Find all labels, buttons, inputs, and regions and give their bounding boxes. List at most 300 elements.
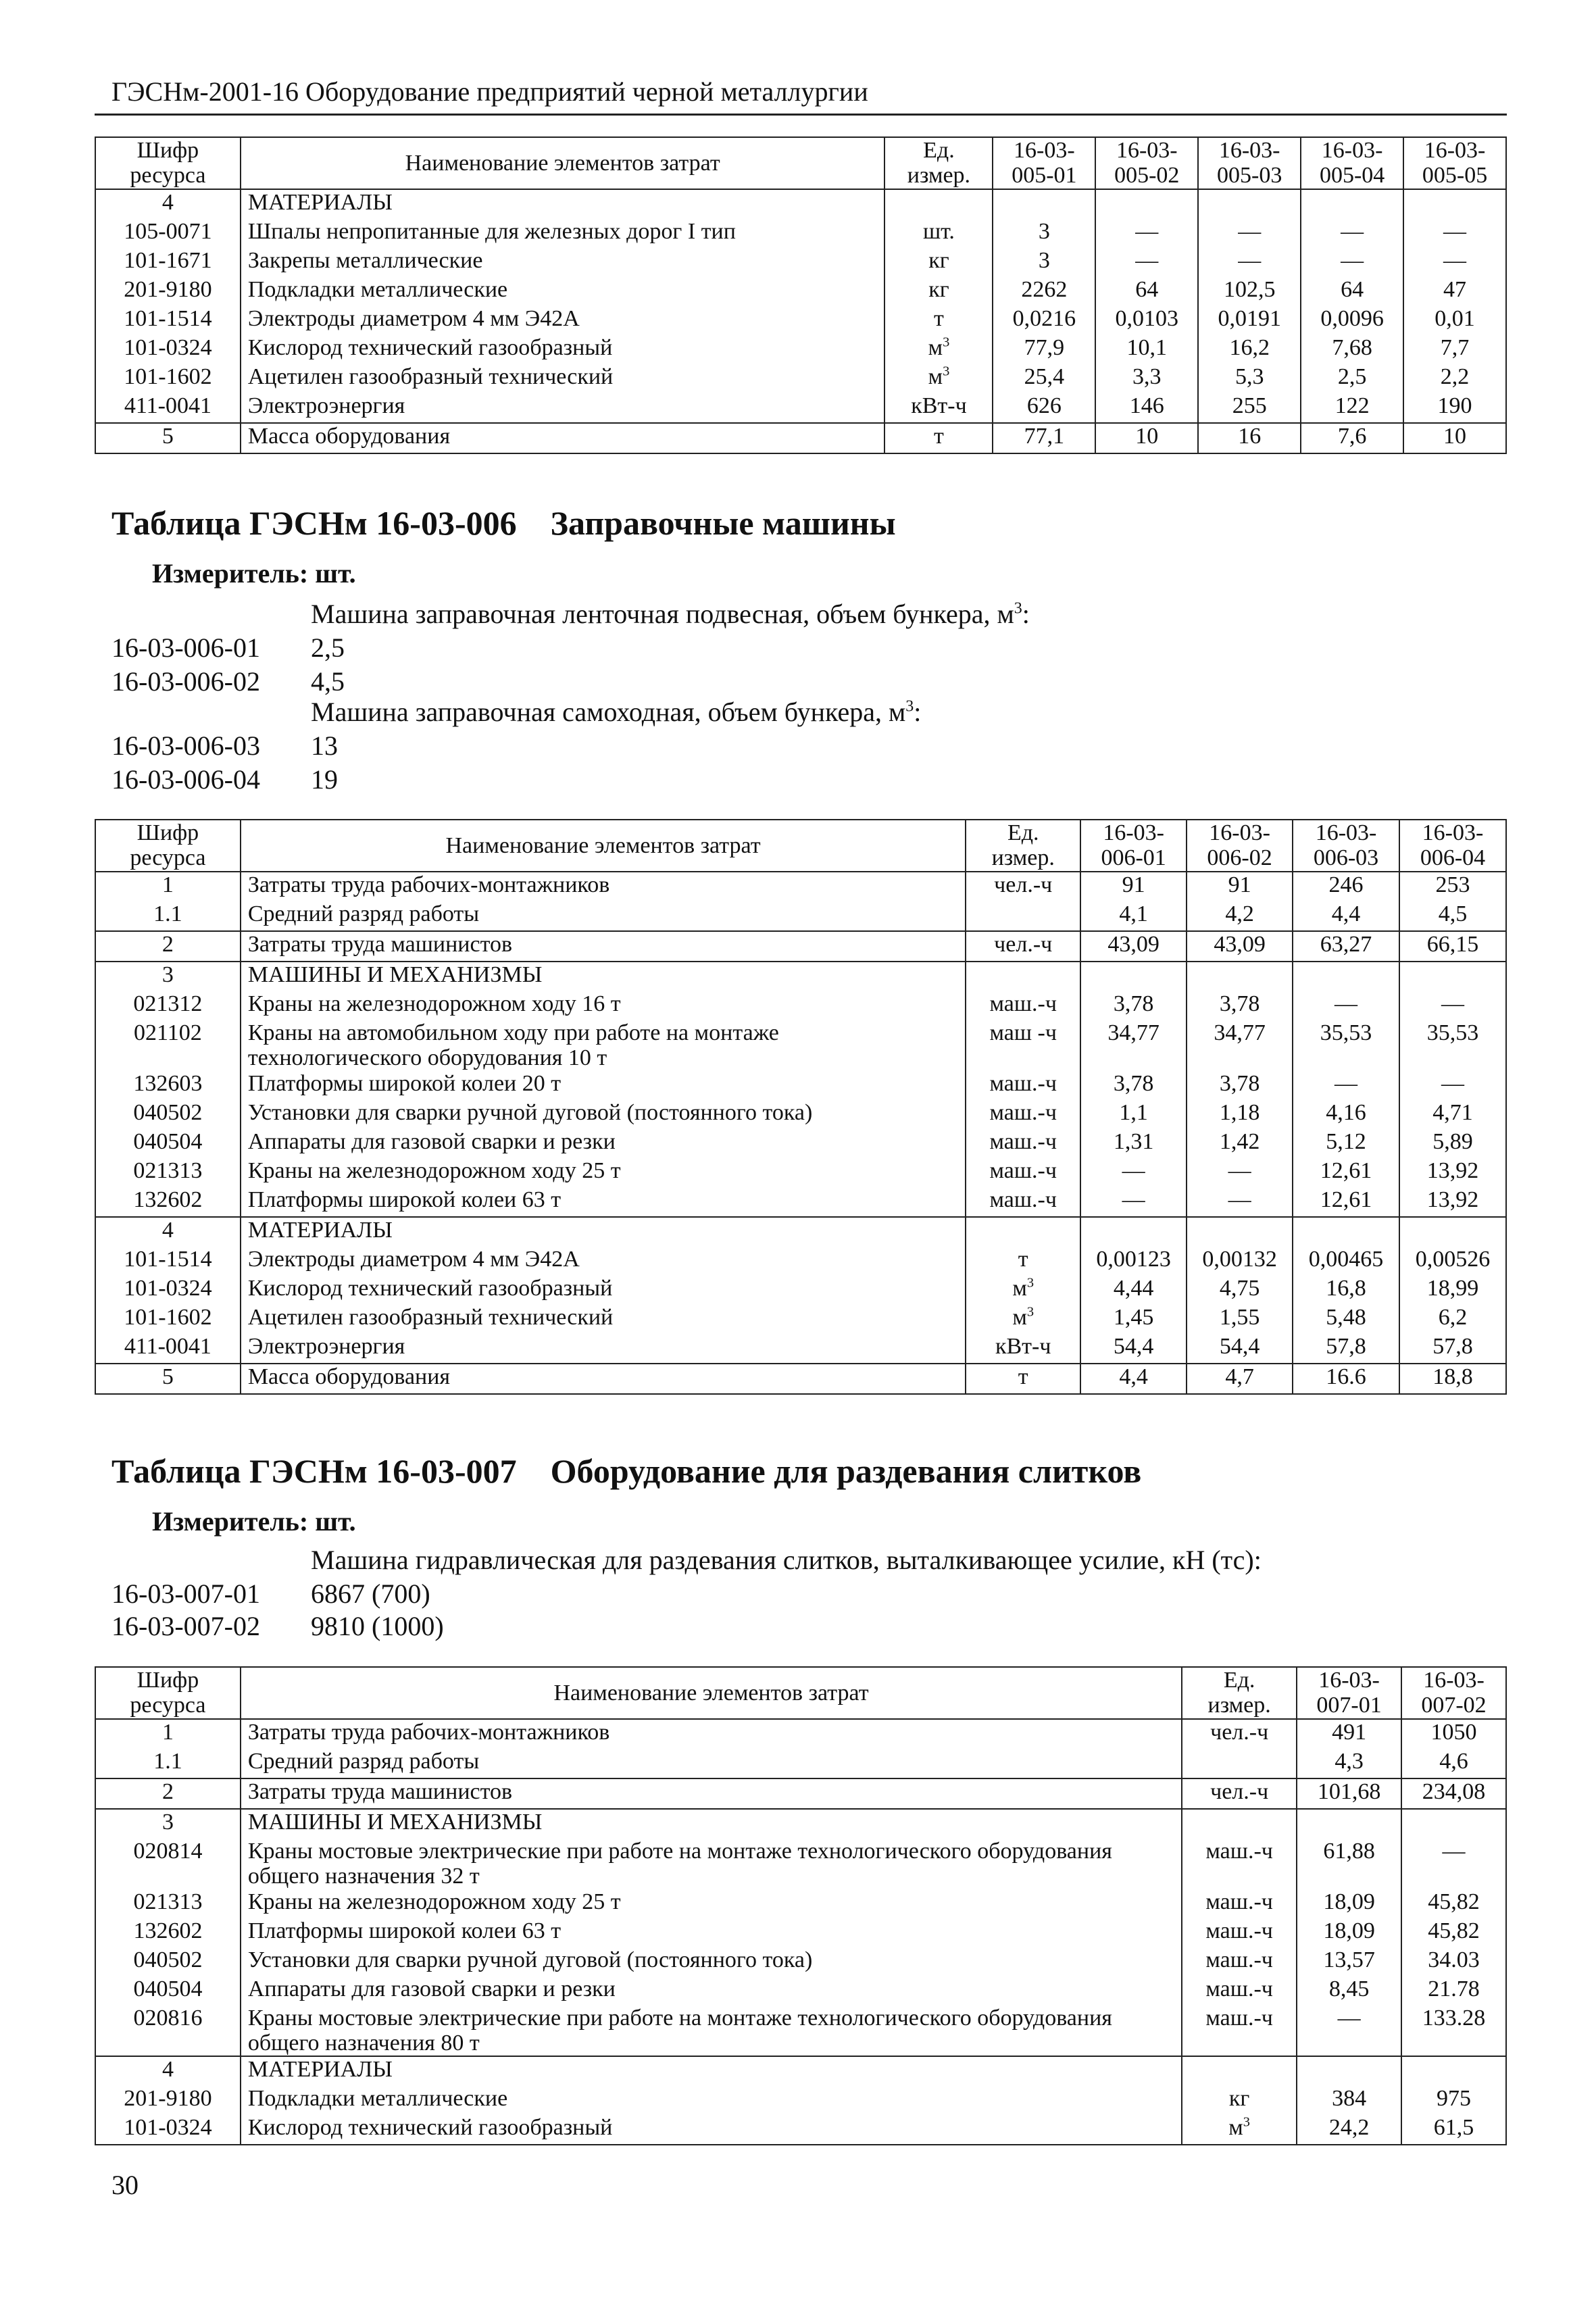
value-cell: 0,00132 — [1187, 1247, 1293, 1276]
unit-cell: маш.-ч — [966, 991, 1080, 1020]
value-cell: — — [1187, 1187, 1293, 1217]
header-rule — [95, 114, 1507, 116]
table-row — [95, 306, 1506, 335]
value-cell: 61,88 — [1297, 1839, 1401, 1889]
value-cell: 24,2 — [1297, 2115, 1401, 2145]
unit-cell: чел.-ч — [1182, 1778, 1297, 1809]
value-cell: 5,12 — [1293, 1129, 1399, 1158]
value-cell: 3,78 — [1187, 991, 1293, 1020]
table-row — [95, 1100, 1506, 1129]
value-cell: 64 — [1095, 277, 1198, 306]
table-16-03-006 — [95, 819, 1507, 1395]
table-title-name: Заправочные машины — [550, 504, 896, 542]
value-cell: 102,5 — [1198, 277, 1301, 306]
value-cell: 47 — [1403, 277, 1506, 306]
cost-item-name-cell: Краны на железнодорожном ходу 16 т — [241, 991, 966, 1020]
value-cell: 2,2 — [1403, 364, 1506, 393]
resource-code-cell: 201-9180 — [95, 2086, 241, 2115]
value-cell — [1297, 1809, 1401, 1839]
value-cell: 34,77 — [1080, 1020, 1187, 1071]
value-cell: — — [1401, 1839, 1506, 1889]
unit-cell — [1182, 2056, 1297, 2086]
value-cell: 45,82 — [1401, 1918, 1506, 1947]
column-header: Наименование элементов затрат — [241, 137, 885, 189]
cost-item-name-cell: Кислород технический газообразный — [241, 1276, 966, 1305]
resource-code-cell: 021313 — [95, 1158, 241, 1187]
table-header-row — [95, 1667, 1506, 1719]
cost-item-name-cell: Электроэнергия — [241, 393, 885, 423]
table-row — [95, 1839, 1506, 1889]
table-row — [95, 1334, 1506, 1364]
value-cell — [1080, 1217, 1187, 1247]
rate-value: 19 — [311, 764, 338, 795]
value-cell: 1,1 — [1080, 1100, 1187, 1129]
column-header: 16-03-007-02 — [1401, 1667, 1506, 1719]
unit-cell — [1182, 1809, 1297, 1839]
cost-item-name-cell: Кислород технический газообразный — [241, 335, 885, 364]
value-cell: 246 — [1293, 872, 1399, 901]
column-header: Наименование элементов затрат — [241, 1667, 1182, 1719]
resource-code-cell: 4 — [95, 1217, 241, 1247]
column-header: Наименование элементов затрат — [241, 820, 966, 872]
value-cell: 57,8 — [1293, 1334, 1399, 1364]
value-cell — [1187, 1217, 1293, 1247]
unit-cell: кВт-ч — [966, 1334, 1080, 1364]
value-cell: 45,82 — [1401, 1889, 1506, 1918]
resource-code-cell: 101-1602 — [95, 364, 241, 393]
value-cell: 255 — [1198, 393, 1301, 423]
unit-cell: маш.-ч — [1182, 2006, 1297, 2057]
cost-item-name-cell: Средний разряд работы — [241, 901, 966, 931]
table-row — [95, 2115, 1506, 2145]
cost-item-name-cell: Краны мостовые электрические при работе на монтаже технологического оборудования общего назначения 32 т — [241, 1839, 1182, 1889]
table-row — [95, 901, 1506, 931]
cost-item-name-cell: Затраты труда машинистов — [241, 1778, 1182, 1809]
value-cell: 4,6 — [1401, 1749, 1506, 1778]
value-cell: 4,4 — [1293, 901, 1399, 931]
value-cell: 77,1 — [993, 423, 1095, 453]
value-cell: — — [1080, 1187, 1187, 1217]
rate-code: 16-03-006-01 — [111, 632, 260, 663]
resource-code-cell: 5 — [95, 423, 241, 453]
value-cell: — — [1403, 219, 1506, 248]
table-row — [95, 962, 1506, 991]
value-cell: 4,5 — [1399, 901, 1506, 931]
resource-code-cell: 105-0071 — [95, 219, 241, 248]
unit-cell — [966, 901, 1080, 931]
machine-description: Машина заправочная ленточная подвесная, объем бункера, $м^3$: — [311, 599, 1030, 629]
resource-code-cell: 101-1514 — [95, 1247, 241, 1276]
resource-code-cell: 040504 — [95, 1129, 241, 1158]
value-cell: 4,16 — [1293, 1100, 1399, 1129]
resource-code-cell: 2 — [95, 1778, 241, 1809]
cost-item-name-cell: Средний разряд работы — [241, 1749, 1182, 1778]
table-row — [95, 248, 1506, 277]
unit-cell: маш.-ч — [966, 1187, 1080, 1217]
resource-code-cell: 1.1 — [95, 1749, 241, 1778]
resource-code-cell: 201-9180 — [95, 277, 241, 306]
value-cell: 1,55 — [1187, 1305, 1293, 1334]
value-cell: 0,0103 — [1095, 306, 1198, 335]
value-cell: — — [1293, 991, 1399, 1020]
value-cell: 3 — [993, 248, 1095, 277]
value-cell: — — [1198, 219, 1301, 248]
cost-item-name-cell: Затраты труда машинистов — [241, 931, 966, 962]
table-row — [95, 1129, 1506, 1158]
value-cell: 8,45 — [1297, 1976, 1401, 2006]
value-cell: 5,3 — [1198, 364, 1301, 393]
value-cell — [1403, 189, 1506, 219]
resource-code-cell: 4 — [95, 189, 241, 219]
resource-code-cell: 1.1 — [95, 901, 241, 931]
value-cell: 4,75 — [1187, 1276, 1293, 1305]
column-header: 16-03-006-01 — [1080, 820, 1187, 872]
value-cell: 1050 — [1401, 1719, 1506, 1749]
table-row — [95, 364, 1506, 393]
value-cell: 3,3 — [1095, 364, 1198, 393]
table-title-16-03-006 — [111, 503, 896, 543]
table-row — [95, 931, 1506, 962]
unit-cell: кг — [1182, 2086, 1297, 2115]
cost-item-name-cell: Кислород технический газообразный — [241, 2115, 1182, 2145]
table-row — [95, 1020, 1506, 1071]
value-cell: 0,0096 — [1301, 306, 1403, 335]
value-cell: 6,2 — [1399, 1305, 1506, 1334]
cost-item-name-cell: Закрепы металлические — [241, 248, 885, 277]
cost-item-name-cell: Краны на железнодорожном ходу 25 т — [241, 1158, 966, 1187]
column-header: 16-03-006-03 — [1293, 820, 1399, 872]
table-row — [95, 1749, 1506, 1778]
unit-cell — [966, 962, 1080, 991]
resource-code-cell: 1 — [95, 1719, 241, 1749]
table-header-row — [95, 137, 1506, 189]
unit-cell: т — [884, 306, 993, 335]
value-cell: 54,4 — [1080, 1334, 1187, 1364]
value-cell: 975 — [1401, 2086, 1506, 2115]
column-header: Ед. измер. — [884, 137, 993, 189]
table-title-code: Таблица ГЭСНм 16-03-007 — [111, 1452, 517, 1490]
cost-item-name-cell: МАШИНЫ И МЕХАНИЗМЫ — [241, 962, 966, 991]
resource-code-cell: 101-1671 — [95, 248, 241, 277]
resource-code-cell: 1 — [95, 872, 241, 901]
value-cell: 35,53 — [1399, 1020, 1506, 1071]
value-cell: 7,7 — [1403, 335, 1506, 364]
value-cell: 77,9 — [993, 335, 1095, 364]
column-header: 16-03-005-01 — [993, 137, 1095, 189]
unit-cell: маш.-ч — [1182, 1976, 1297, 2006]
unit-cell: маш.-ч — [1182, 1889, 1297, 1918]
resource-code-cell: 4 — [95, 2056, 241, 2086]
unit-cell: маш.-ч — [1182, 1918, 1297, 1947]
cost-item-name-cell: Аппараты для газовой сварки и резки — [241, 1976, 1182, 2006]
table-row — [95, 277, 1506, 306]
value-cell: 66,15 — [1399, 931, 1506, 962]
value-cell: 3,78 — [1080, 991, 1187, 1020]
table-row — [95, 1976, 1506, 2006]
value-cell: 1,18 — [1187, 1100, 1293, 1129]
value-cell: — — [1095, 248, 1198, 277]
value-cell — [1293, 1217, 1399, 1247]
value-cell: 4,2 — [1187, 901, 1293, 931]
unit-cell: т — [884, 423, 993, 453]
value-cell: 4,7 — [1187, 1364, 1293, 1394]
unit-cell: $м^3$ — [966, 1276, 1080, 1305]
table-row — [95, 1809, 1506, 1839]
table-row — [95, 1187, 1506, 1217]
unit-cell: кг — [884, 248, 993, 277]
resource-code-cell: 020816 — [95, 2006, 241, 2057]
unit-cell — [1182, 1749, 1297, 1778]
value-cell: 253 — [1399, 872, 1506, 901]
table-row — [95, 1889, 1506, 1918]
cost-item-name-cell: Масса оборудования — [241, 423, 885, 453]
value-cell: 16 — [1198, 423, 1301, 453]
cost-item-name-cell: Краны на автомобильном ходу при работе на монтаже технологического оборудования 10 т — [241, 1020, 966, 1071]
value-cell: 91 — [1080, 872, 1187, 901]
resource-code-cell: 132602 — [95, 1187, 241, 1217]
resource-code-cell: 411-0041 — [95, 393, 241, 423]
table-row — [95, 2086, 1506, 2115]
unit-cell: $м^3$ — [884, 335, 993, 364]
unit-cell: т — [966, 1364, 1080, 1394]
value-cell: 4,1 — [1080, 901, 1187, 931]
value-cell — [1401, 2056, 1506, 2086]
table-row — [95, 423, 1506, 453]
resource-code-cell: 040502 — [95, 1947, 241, 1976]
unit-cell: чел.-ч — [966, 931, 1080, 962]
column-header: Шифр ресурса — [95, 137, 241, 189]
column-header: Шифр ресурса — [95, 1667, 241, 1719]
value-cell: 7,6 — [1301, 423, 1403, 453]
value-cell: 10,1 — [1095, 335, 1198, 364]
table-title-16-03-007 — [111, 1451, 1141, 1491]
rate-value: 13 — [311, 730, 338, 761]
value-cell — [1399, 1217, 1506, 1247]
value-cell: 10 — [1403, 423, 1506, 453]
value-cell — [1187, 962, 1293, 991]
value-cell: 5,89 — [1399, 1129, 1506, 1158]
value-cell: — — [1301, 248, 1403, 277]
value-cell: 10 — [1095, 423, 1198, 453]
value-cell — [1399, 962, 1506, 991]
value-cell: 13,57 — [1297, 1947, 1401, 1976]
table-row — [95, 1305, 1506, 1334]
value-cell: 1,31 — [1080, 1129, 1187, 1158]
value-cell: 4,71 — [1399, 1100, 1506, 1129]
table-header-row — [95, 820, 1506, 872]
value-cell: 25,4 — [993, 364, 1095, 393]
cost-item-name-cell: Краны на железнодорожном ходу 25 т — [241, 1889, 1182, 1918]
value-cell: — — [1187, 1158, 1293, 1187]
value-cell: 43,09 — [1187, 931, 1293, 962]
value-cell: 43,09 — [1080, 931, 1187, 962]
machine-description: Машина заправочная самоходная, объем бункера, $м^3$: — [311, 697, 922, 727]
value-cell: 16,2 — [1198, 335, 1301, 364]
value-cell: 626 — [993, 393, 1095, 423]
unit-cell: т — [966, 1247, 1080, 1276]
unit-cell: маш.-ч — [966, 1158, 1080, 1187]
cost-item-name-cell: Затраты труда рабочих-монтажников — [241, 872, 966, 901]
cost-item-name-cell: Ацетилен газообразный технический — [241, 1305, 966, 1334]
value-cell: 12,61 — [1293, 1158, 1399, 1187]
table-row — [95, 1217, 1506, 1247]
table-row — [95, 393, 1506, 423]
value-cell: 57,8 — [1399, 1334, 1506, 1364]
resource-code-cell: 101-1514 — [95, 306, 241, 335]
value-cell: 2262 — [993, 277, 1095, 306]
value-cell — [1301, 189, 1403, 219]
value-cell: 146 — [1095, 393, 1198, 423]
value-cell: 0,00526 — [1399, 1247, 1506, 1276]
value-cell: 1,45 — [1080, 1305, 1187, 1334]
value-cell — [993, 189, 1095, 219]
table-row — [95, 1364, 1506, 1394]
value-cell: 18,09 — [1297, 1918, 1401, 1947]
unit-cell — [966, 1217, 1080, 1247]
value-cell: 18,8 — [1399, 1364, 1506, 1394]
value-cell: 4,44 — [1080, 1276, 1187, 1305]
column-header: 16-03-006-02 — [1187, 820, 1293, 872]
value-cell: — — [1399, 1071, 1506, 1100]
rate-code: 16-03-006-02 — [111, 666, 260, 697]
resource-code-cell: 101-0324 — [95, 1276, 241, 1305]
unit-cell: маш.-ч — [1182, 1947, 1297, 1976]
resource-code-cell: 040504 — [95, 1976, 241, 2006]
value-cell: 61,5 — [1401, 2115, 1506, 2145]
cost-item-name-cell: Электроды диаметром 4 мм Э42А — [241, 306, 885, 335]
table-row — [95, 1719, 1506, 1749]
value-cell: 34.03 — [1401, 1947, 1506, 1976]
cost-item-name-cell: Платформы широкой колеи 63 т — [241, 1187, 966, 1217]
value-cell: — — [1198, 248, 1301, 277]
table-row — [95, 1276, 1506, 1305]
value-cell — [1401, 1809, 1506, 1839]
rate-code: 16-03-007-02 — [111, 1611, 260, 1641]
cost-item-name-cell: Аппараты для газовой сварки и резки — [241, 1129, 966, 1158]
column-header: Шифр ресурса — [95, 820, 241, 872]
running-head: ГЭСНм-2001-16 Оборудование предприятий черной металлургии — [111, 76, 868, 107]
value-cell: 4,3 — [1297, 1749, 1401, 1778]
value-cell: 2,5 — [1301, 364, 1403, 393]
value-cell: — — [1297, 2006, 1401, 2057]
unit-cell — [884, 189, 993, 219]
value-cell: 5,48 — [1293, 1305, 1399, 1334]
value-cell: 0,00123 — [1080, 1247, 1187, 1276]
table-row — [95, 335, 1506, 364]
value-cell: 7,68 — [1301, 335, 1403, 364]
cost-item-name-cell: Установки для сварки ручной дуговой (постоянного тока) — [241, 1947, 1182, 1976]
unit-cell: чел.-ч — [1182, 1719, 1297, 1749]
unit-cell: шт. — [884, 219, 993, 248]
value-cell: — — [1403, 248, 1506, 277]
value-cell — [1080, 962, 1187, 991]
value-cell: 91 — [1187, 872, 1293, 901]
rate-value: 2,5 — [311, 632, 345, 663]
cost-item-name-cell: Подкладки металлические — [241, 277, 885, 306]
table-row — [95, 1247, 1506, 1276]
value-cell: 384 — [1297, 2086, 1401, 2115]
table-row — [95, 2056, 1506, 2086]
value-cell: 35,53 — [1293, 1020, 1399, 1071]
value-cell: 21.78 — [1401, 1976, 1506, 2006]
column-header: 16-03-006-04 — [1399, 820, 1506, 872]
measure-label: Измеритель: шт. — [152, 1506, 356, 1537]
value-cell: 3,78 — [1187, 1071, 1293, 1100]
table-row — [95, 872, 1506, 901]
resource-code-cell: 2 — [95, 931, 241, 962]
cost-item-name-cell: Платформы широкой колеи 20 т — [241, 1071, 966, 1100]
value-cell: 133.28 — [1401, 2006, 1506, 2057]
table-row — [95, 1778, 1506, 1809]
rate-code: 16-03-006-04 — [111, 764, 260, 795]
machine-description: Машина гидравлическая для раздевания слитков, выталкивающее усилие, кН (тс): — [311, 1545, 1262, 1575]
unit-cell: кг — [884, 277, 993, 306]
value-cell: 12,61 — [1293, 1187, 1399, 1217]
table-16-03-005 — [95, 136, 1507, 454]
value-cell: — — [1301, 219, 1403, 248]
table-16-03-007 — [95, 1666, 1507, 2145]
column-header: 16-03-007-01 — [1297, 1667, 1401, 1719]
resource-code-cell: 132602 — [95, 1918, 241, 1947]
value-cell: 18,09 — [1297, 1889, 1401, 1918]
unit-cell: маш -ч — [966, 1020, 1080, 1071]
unit-cell: $м^3$ — [884, 364, 993, 393]
value-cell: 13,92 — [1399, 1187, 1506, 1217]
table-row — [95, 219, 1506, 248]
unit-cell: кВт-ч — [884, 393, 993, 423]
column-header: 16-03-005-04 — [1301, 137, 1403, 189]
rate-code: 16-03-007-01 — [111, 1578, 260, 1609]
table-title-code: Таблица ГЭСНм 16-03-006 — [111, 504, 517, 542]
cost-item-name-cell: МАТЕРИАЛЫ — [241, 2056, 1182, 2086]
column-header: 16-03-005-03 — [1198, 137, 1301, 189]
value-cell: 3,78 — [1080, 1071, 1187, 1100]
cost-item-name-cell: МАТЕРИАЛЫ — [241, 189, 885, 219]
value-cell: 34,77 — [1187, 1020, 1293, 1071]
value-cell: 3 — [993, 219, 1095, 248]
value-cell: 54,4 — [1187, 1334, 1293, 1364]
value-cell: 13,92 — [1399, 1158, 1506, 1187]
value-cell: 0,01 — [1403, 306, 1506, 335]
unit-cell: $м^3$ — [966, 1305, 1080, 1334]
value-cell: 190 — [1403, 393, 1506, 423]
value-cell — [1095, 189, 1198, 219]
cost-item-name-cell: Электроэнергия — [241, 1334, 966, 1364]
value-cell: — — [1080, 1158, 1187, 1187]
resource-code-cell: 3 — [95, 962, 241, 991]
resource-code-cell: 3 — [95, 1809, 241, 1839]
cost-item-name-cell: МАШИНЫ И МЕХАНИЗМЫ — [241, 1809, 1182, 1839]
table-row — [95, 1947, 1506, 1976]
rate-code: 16-03-006-03 — [111, 730, 260, 761]
unit-cell: маш.-ч — [966, 1100, 1080, 1129]
cost-item-name-cell: МАТЕРИАЛЫ — [241, 1217, 966, 1247]
resource-code-cell: 5 — [95, 1364, 241, 1394]
rate-value: 4,5 — [311, 666, 345, 697]
value-cell: 18,99 — [1399, 1276, 1506, 1305]
value-cell: — — [1095, 219, 1198, 248]
cost-item-name-cell: Электроды диаметром 4 мм Э42А — [241, 1247, 966, 1276]
value-cell — [1297, 2056, 1401, 2086]
value-cell: 0,0216 — [993, 306, 1095, 335]
column-header: Ед. измер. — [1182, 1667, 1297, 1719]
value-cell: 101,68 — [1297, 1778, 1401, 1809]
resource-code-cell: 040502 — [95, 1100, 241, 1129]
value-cell: — — [1399, 991, 1506, 1020]
cost-item-name-cell: Шпалы непропитанные для железных дорог I тип — [241, 219, 885, 248]
rate-value: 6867 (700) — [311, 1578, 430, 1609]
value-cell: 0,00465 — [1293, 1247, 1399, 1276]
